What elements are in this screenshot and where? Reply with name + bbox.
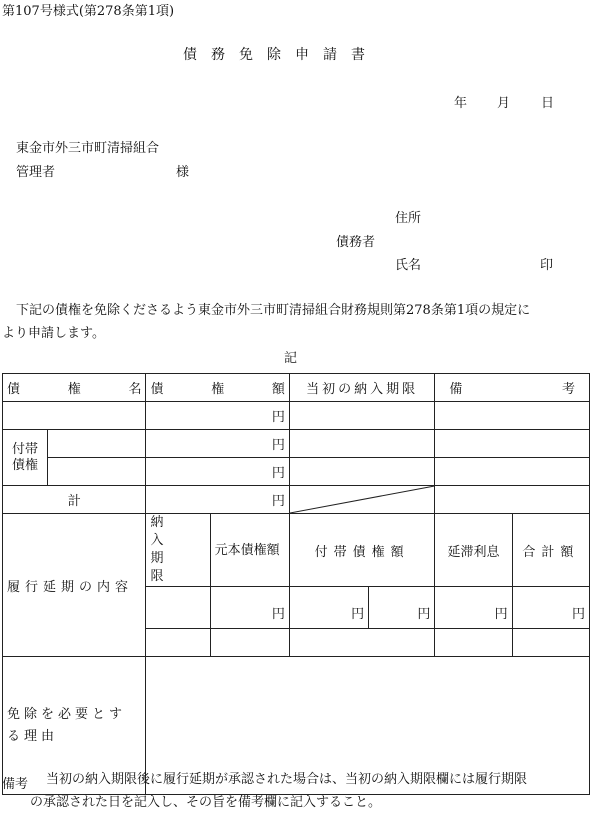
header-remarks-text: 備考 [449,382,575,397]
date-month: 月 [497,96,511,111]
cell-attached-due-2[interactable] [289,458,434,486]
ext-header-due-text [150,514,205,586]
cell-remarks-4[interactable] [435,486,590,514]
header-debt-name [3,374,146,402]
cell-attached-amount-2[interactable]: 円 [146,458,289,486]
header-debt-name-text: 債権名 [7,382,142,397]
ext-header-total: 合計額 [512,514,589,587]
cell-remarks-2[interactable] [435,430,590,458]
cell-ext-principal-2[interactable] [210,629,289,657]
cell-remarks-3[interactable] [435,458,590,486]
seal-mark: 印 [540,258,554,273]
document-title: 債務免除申請書 [183,47,379,63]
ext-header-attached: 付帯債権額 [289,514,434,587]
reason-label: 免除を必要とする理由 [3,657,146,795]
cell-ext-attached-2[interactable] [289,629,434,657]
cell-total-amount[interactable]: 円 [146,486,289,514]
diagonal-strike [290,486,434,513]
note-line-1: 当初の納入期限後に履行延期が承認された場合は、当初の納入期限欄には履行期限 [46,772,528,787]
cell-attached-due-1[interactable] [289,430,434,458]
header-original-due: 当初の納入期限 [289,374,434,402]
cell-total-due-struck [289,486,434,514]
cell-ext-attached-1a[interactable]: 円 [289,587,368,629]
debtor-label: 債務者 [336,235,376,250]
debtor-address-label: 住所 [395,211,422,226]
addressee-honorific: 様 [176,165,190,180]
body-text-line-2: より申請します。 [2,326,105,341]
cell-debt-name[interactable] [3,402,146,430]
ki-heading: 記 [284,351,298,366]
cell-debt-amount[interactable]: 円 [146,402,289,430]
cell-ext-total-1[interactable]: 円 [512,587,589,629]
cell-ext-late-2[interactable] [435,629,512,657]
cell-ext-principal-1[interactable]: 円 [210,587,289,629]
header-debt-amount-text: 債権額 [150,382,285,397]
date-day: 日 [541,96,555,111]
extension-label: 履行延期の内容 [3,514,146,657]
ext-header-principal: 元本債権額 [210,514,289,587]
cell-ext-late-1[interactable]: 円 [435,587,512,629]
cell-original-due[interactable] [289,402,434,430]
attached-debt-label [3,430,48,486]
ext-header-late-interest: 延滞利息 [435,514,512,587]
cell-ext-due-2[interactable] [146,629,210,657]
cell-attached-name-1[interactable] [48,430,146,458]
addressee-role: 管理者 [16,165,56,180]
cell-attached-amount-1[interactable]: 円 [146,430,289,458]
ext-header-due-span: 納入期限 [150,515,184,584]
header-debt-amount [146,374,289,402]
cell-ext-total-2[interactable] [512,629,589,657]
body-text-line-1: 下記の債権を免除くださるよう東金市外三市町清掃組合財務規則第278条第1項の規定に [16,303,531,318]
header-remarks [435,374,590,402]
cell-ext-due-1[interactable] [146,587,210,629]
note-label: 備考 [2,777,29,792]
note-line-2: の承認された日を記入し、その旨を備考欄に記入すること。 [30,795,382,810]
debt-table [2,373,590,795]
addressee-org: 東金市外三市町清掃組合 [16,141,160,156]
cell-remarks-1[interactable] [435,402,590,430]
ext-header-due [146,514,210,587]
cell-attached-name-2[interactable] [48,458,146,486]
date-year: 年 [454,96,468,111]
attached-debt-label-text: 付帯債権 [12,441,39,473]
total-label: 計 [3,486,146,514]
form-number: 第107号様式(第278条第1項) [2,4,175,19]
debtor-name-label: 氏名 [395,258,422,273]
cell-ext-attached-1b[interactable]: 円 [369,587,435,629]
